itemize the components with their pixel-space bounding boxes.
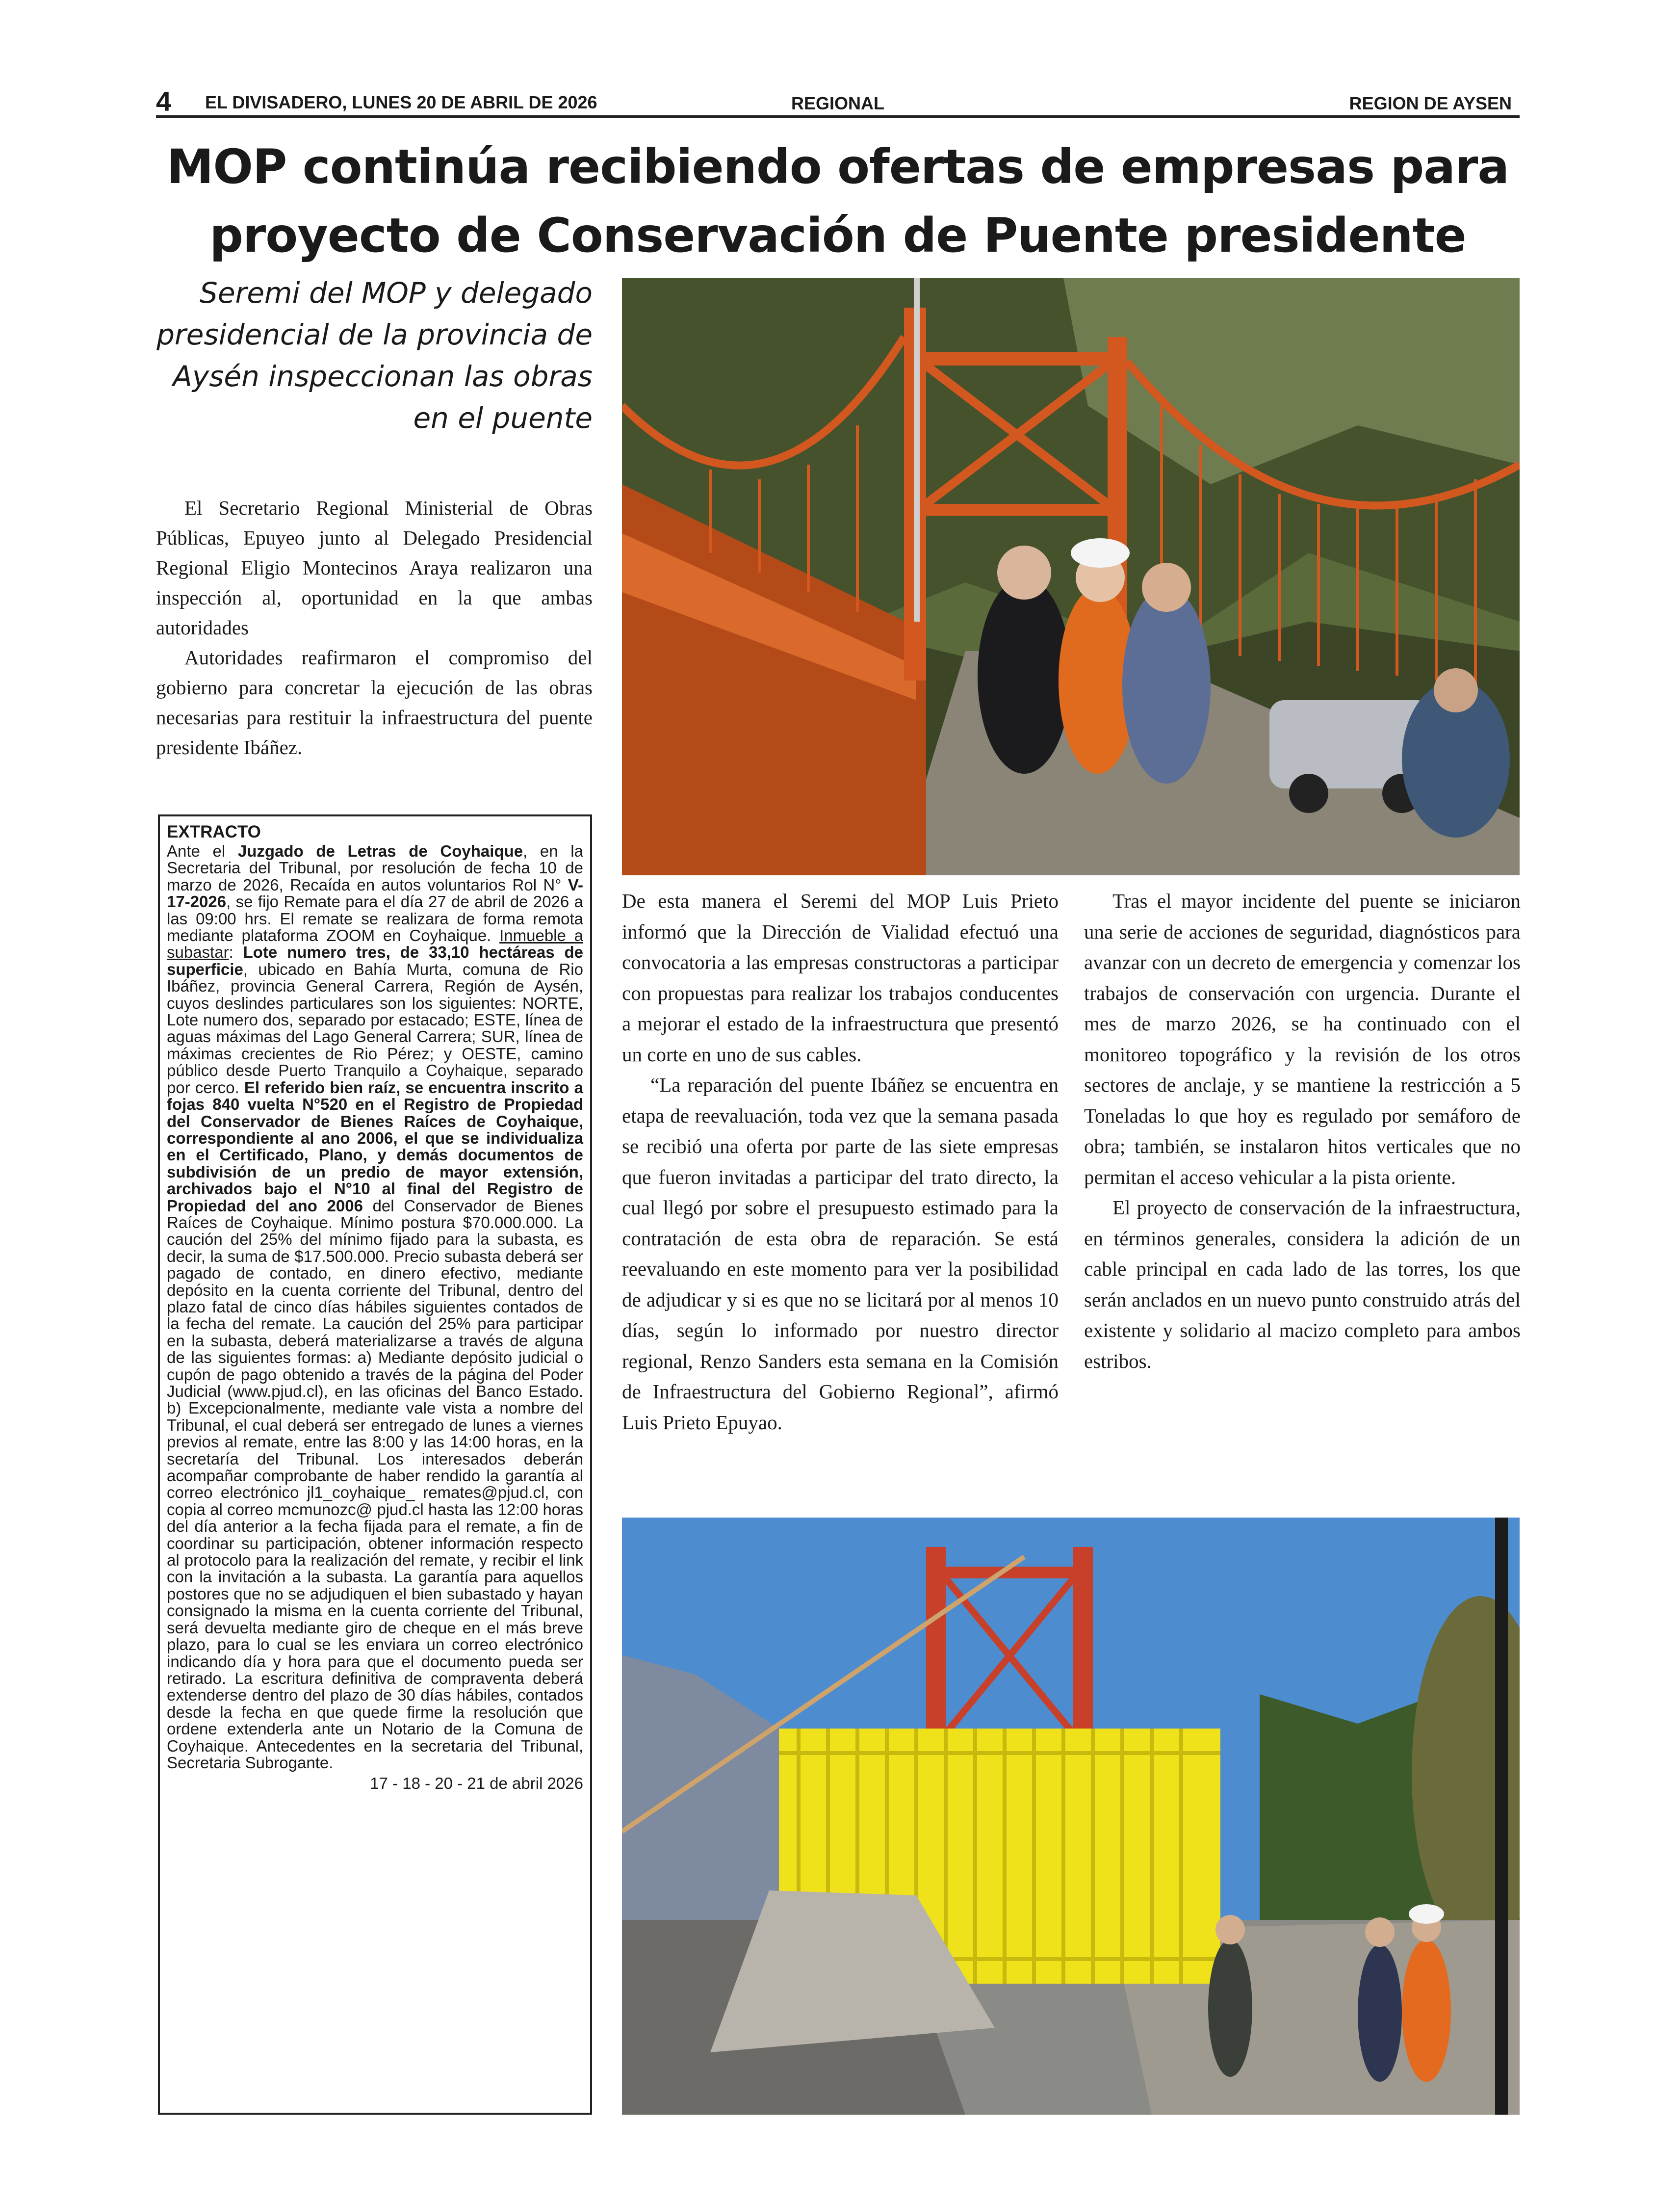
bridge-inspection-illustration <box>622 278 1520 875</box>
notice-bold: V-17-2026 <box>167 875 583 911</box>
article-subheading: Seremi del MOP y delegado presidencial de la provincia de Aysén inspeccionan las obras en el puente <box>156 276 593 435</box>
notice-publication-dates: 17 - 18 - 20 - 21 de abril 2026 <box>370 1774 583 1793</box>
notice-text: Ante el <box>167 842 238 860</box>
lead-paragraph: El Secretario Regional Ministerial de Obras Públicas, Epuyeo junto al Delegado Presidencial Regional Eligio Montecinos Araya realizaron una inspección al, oportunidad en la que ambas autoridades <box>156 497 593 639</box>
bridge-inspection-photo <box>622 278 1520 875</box>
legal-notice-title: EXTRACTO <box>167 822 261 841</box>
notice-text: del Conservador de Bienes Raíces de Coyhaique. Mínimo postura $70.000.000. La caución del 25% del mínimo fijado para la subasta, es decir, la suma de $17.500.000. Precio subasta deberá ser pagado de contado, en dinero efectivo, mediante depósito en la cuenta corriente del Tribunal, dentro del plazo fatal de cinco días hábiles siguientes contados de la fecha del remate. La caución del 25% para participar en la subasta, deberá materializarse a través de alguna de las siguientes formas: a) Mediante depósito judicial o cupón de pago obtenido a través de la página del Poder Judicial (www.pjud.cl), en las oficinas del Banco Estado. b) Excepcionalmente, mediante vale vista a nombre del Tribunal, el cual deberá ser entregado de lunes a viernes previos al remate, entre las 8:00 y las 14:00 horas, en la secretaría del Tribunal. Los interesados deberán acompañar comprobante de haber rendido la garantía al correo electrónico jl1_coyhaique_ remates@pjud.cl, con copia al correo mcmunozc@ pjud.cl hasta las 12:00 horas del día anterior a la fecha fijada para el remate, a fin de coordinar su participación, obtener información respecto al protocolo para la realización del remate, y recibir el link con la invitación a la subasta. La garantía para aquellos postores que no se adjudiquen el bien subastado y hayan consignado la misma en la cuenta corriente del Tribunal, será devuelta mediante giro de cheque en el más breve plazo, para lo cual se les enviara un correo electrónico indicando día y hora para que el documento pueda ser retirado. La escritura definitiva de compraventa deberá extenderse dentro del plazo de 30 días hábiles, contados desde la fecha en que quede firme la resolución que ordene extenderla ante un Notario de la Comuna de Coyhaique. Antecedentes en la secretaria del Tribunal, Secretaria Subrogante. <box>167 1196 584 1772</box>
article-column-2 <box>622 886 1059 1438</box>
legal-notice-box <box>158 814 592 2115</box>
headline-line-2: proyecto de Conservación de Puente presidente <box>209 208 1466 263</box>
body-paragraph: Tras el mayor incidente del puente se iniciaron una serie de acciones de seguridad, diagnósticos para avanzar con un decreto de emergencia y comenzar los trabajos de conservación con urgencia. Durante el mes de marzo 2026, se ha continuado con el monitoreo topográfico y la revisión de los otros sectores de anclaje, y se mantiene la restricción a 5 Toneladas lo que hoy es regulado por semáforo de obra; también, se instalaron hitos verticales que no permitan el acceso vehicular a la pista oriente. <box>1084 890 1521 1188</box>
page-header <box>156 88 1520 118</box>
notice-text: , en la Secretaria del Tribunal, por resolución de fecha 10 de marzo de 2026, Recaída en autos voluntarios Rol N° <box>167 842 583 894</box>
bridge-gate-photo <box>622 1518 1520 2115</box>
region-name: REGION DE AYSEN <box>1349 93 1512 113</box>
body-paragraph: El proyecto de conservación de la infraestructura, en términos generales, considera la adición de un cable principal en cada lado de las torres, los que serán anclados en un nuevo punto construido atrás del existente y solidario al macizo completo para ambos estribos. <box>1084 1196 1521 1372</box>
notice-bold: Juzgado de Letras de Coyhaique <box>237 842 523 860</box>
section-name: REGIONAL <box>791 93 884 113</box>
publication-date: EL DIVISADERO, LUNES 20 DE ABRIL DE 2026 <box>205 92 597 112</box>
notice-bold: El referido bien raíz, se encuentra inscrito a fojas 840 vuelta N°520 en el Registro de Propiedad del Conservador de Bienes Raíces de Coyhaique, correspondiente al ano 2006, el que se individualiza en el Certificado, Plano, y demás documentos de subdivisión de un predio de mayor extensión, archivados bajo el N°10 al final del Registro de Propiedad del ano 2006 <box>167 1078 583 1215</box>
notice-text: , se fijo Remate para el día 27 de abril de 2026 a las 09:00 hrs. El remate se realizara de forma remota mediante plataforma ZOOM en Coyhaique. <box>167 892 583 945</box>
notice-text: , ubicado en Bahía Murta, comuna de Rio Ibáñez, provincia General Carrera, Región de Aysén, cuyos deslindes particulares son los siguientes: NORTE, Lote numero dos, separado por estacado; ESTE, línea de aguas máximas del Lago General Carrera; SUR, línea de máximas crecientes de Rio Pérez; y OESTE, camino público desde Puerto Tranquilo a Coyhaique, separado por cerco. <box>167 960 583 1097</box>
notice-bold: Lote numero tres, de 33,10 hectáreas de superficie <box>167 943 583 978</box>
notice-underline: Inmueble a subastar <box>167 926 583 962</box>
page-number: 4 <box>156 86 172 117</box>
article-column-3 <box>1084 886 1521 1376</box>
body-paragraph: De esta manera el Seremi del MOP Luis Prieto informó que la Dirección de Vialidad efectuó una convocatoria a las empresas constructoras a participar con propuestas para realizar los trabajos conducentes a mejorar el estado de la infraestructura que presentó un corte en uno de sus cables. <box>622 890 1059 1066</box>
body-paragraph: “La reparación del puente Ibáñez se encuentra en etapa de reevaluación, toda vez que la semana pasada se recibió una oferta por parte de las siete empresas que fueron invitadas a participar del trato directo, la cual llegó por sobre el presupuesto estimado para la contratación de esta obra de reparación. Se está reevaluando en este momento para ver la posibilidad de adjudicar y si es que no se licitará por al menos 10 días, según lo informado por nuestro director regional, Renzo Sanders esta semana en la Comisión de Infraestructura del Gobierno Regional”, afirmó Luis Prieto Epuyao. <box>622 1074 1059 1434</box>
headline-line-1: MOP continúa recibiendo ofertas de empresas para <box>166 139 1509 194</box>
article-lead <box>156 493 593 762</box>
legal-notice-text <box>167 843 583 1771</box>
lead-paragraph: Autoridades reafirmaron el compromiso del gobierno para concretar la ejecución de las obras necesarias para restituir la infraestructura del puente presidente Ibáñez. <box>156 646 593 759</box>
bridge-gate-illustration <box>622 1518 1520 2115</box>
notice-text: : <box>229 943 243 962</box>
